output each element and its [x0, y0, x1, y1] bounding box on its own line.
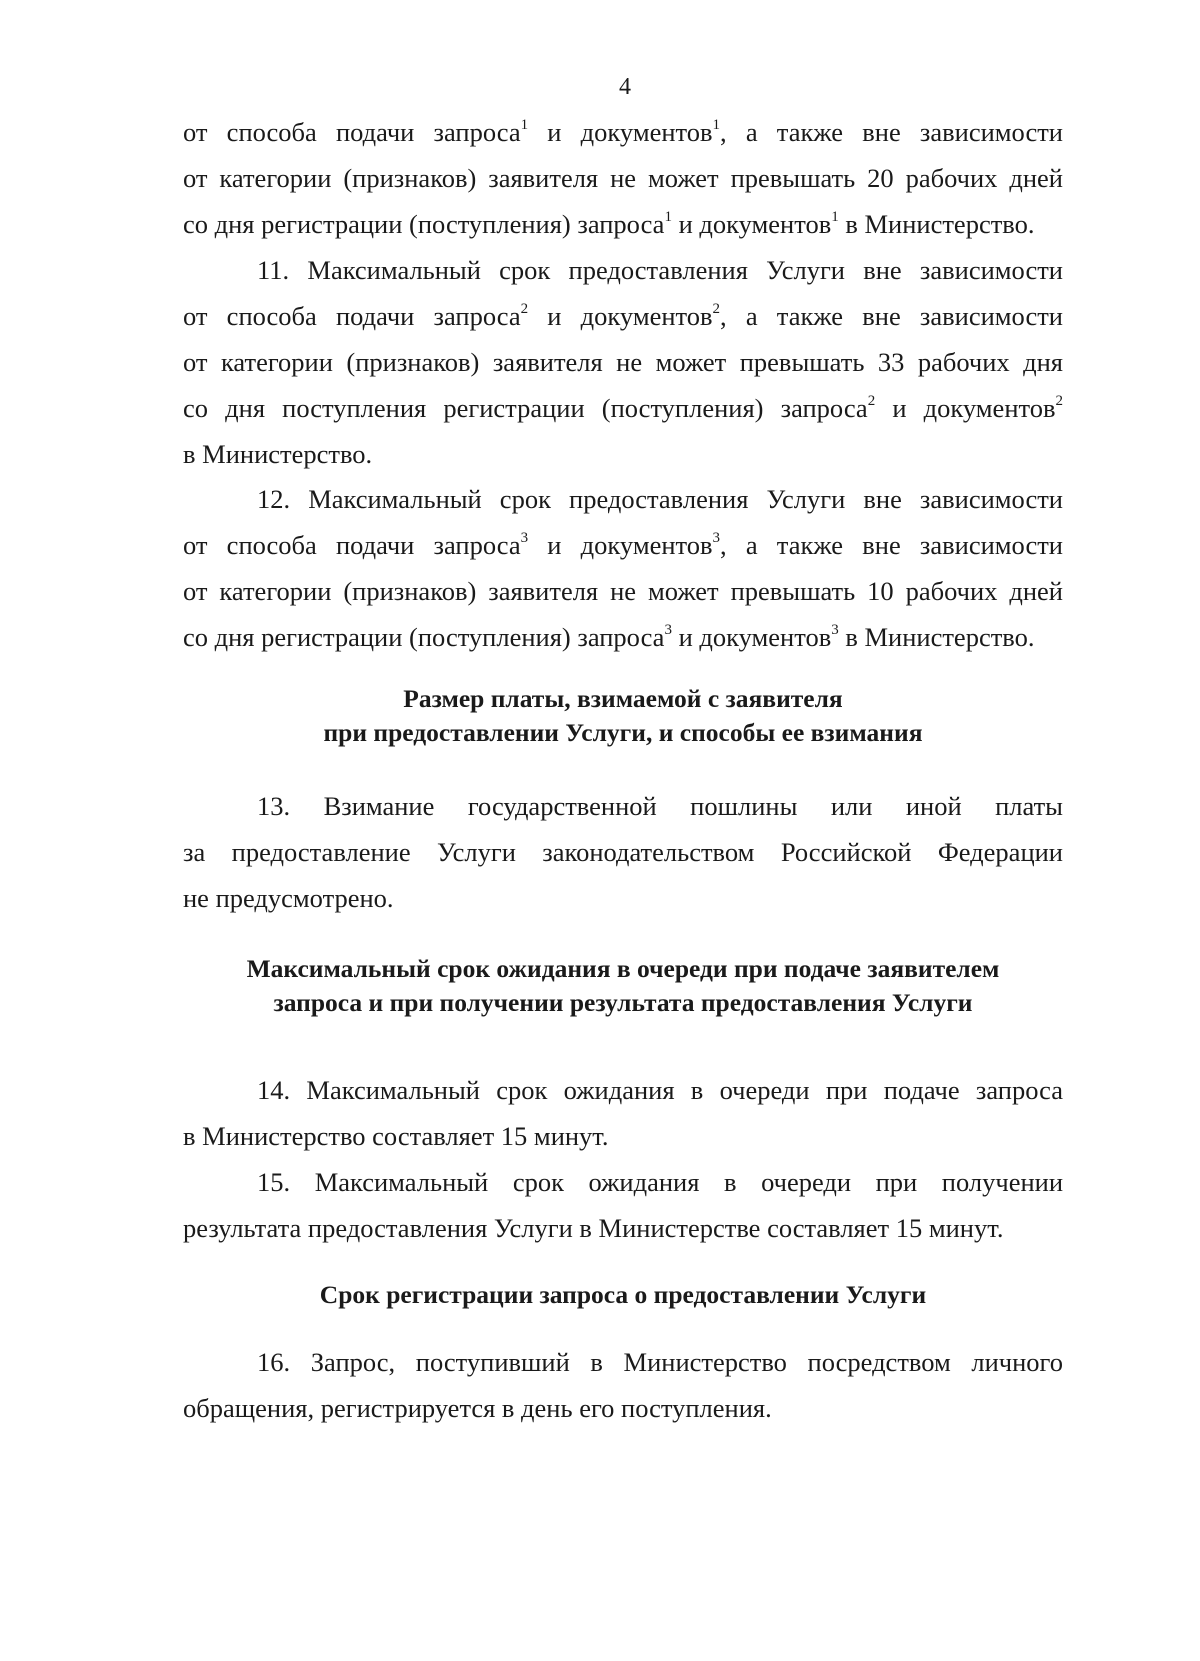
heading-line: при предоставлении Услуги, и способы ее взимания [323, 718, 923, 747]
text-line: со дня регистрации (поступления) запроса$^3$ и документов$^3$ в Министерство. [183, 622, 1035, 652]
text-line: 16. Запрос, поступивший в Министерство посредством личного [257, 1347, 1063, 1377]
text-line: в Министерство составляет 15 минут. [183, 1121, 609, 1151]
paragraph-16 [183, 1339, 1063, 1431]
text-line: от способа подачи запроса$^3$ и документов$^3$, а также вне зависимости [183, 530, 1063, 560]
section-heading-registration [183, 1278, 1063, 1312]
heading-line: Размер платы, взимаемой с заявителя [403, 684, 843, 713]
text-line: обращения, регистрируется в день его поступления. [183, 1393, 772, 1423]
text-line: от способа подачи запроса$^1$ и документов$^1$, а также вне зависимости [183, 117, 1063, 147]
section-heading-fee [183, 682, 1063, 750]
page-number: 4 [619, 74, 631, 100]
paragraph-11 [183, 247, 1063, 477]
heading-line: запроса и при получении результата предоставления Услуги [273, 988, 973, 1017]
text-line: со дня регистрации (поступления) запроса$^1$ и документов$^1$ в Министерство. [183, 209, 1035, 239]
text-line: 11. Максимальный срок предоставления Услуги вне зависимости [257, 255, 1063, 285]
text-line: от способа подачи запроса$^2$ и документов$^2$, а также вне зависимости [183, 301, 1063, 331]
heading-line: Срок регистрации запроса о предоставлении Услуги [319, 1280, 927, 1309]
text-line: от категории (признаков) заявителя не может превышать 10 рабочих дней [183, 576, 1063, 606]
text-line: 15. Максимальный срок ожидания в очереди при получении [257, 1167, 1063, 1197]
text-line: 12. Максимальный срок предоставления Услуги вне зависимости [257, 484, 1063, 514]
text-line: от категории (признаков) заявителя не может превышать 20 рабочих дней [183, 163, 1063, 193]
text-line: 13. Взимание государственной пошлины или иной платы [257, 791, 1063, 821]
heading-line: Максимальный срок ожидания в очереди при подаче заявителем [246, 954, 1000, 983]
section-heading-queue [183, 952, 1063, 1020]
text-line: в Министерство. [183, 439, 373, 469]
paragraph-13 [183, 783, 1063, 921]
paragraph-15 [183, 1159, 1063, 1251]
paragraph-14 [183, 1067, 1063, 1159]
paragraph-10-continuation [183, 109, 1063, 247]
text-line: не предусмотрено. [183, 883, 394, 913]
text-line: за предоставление Услуги законодательством Российской Федерации [183, 837, 1063, 867]
text-line: со дня поступления регистрации (поступления) запроса$^2$ и документов$^2$ [183, 393, 1063, 423]
text-line: результата предоставления Услуги в Министерстве составляет 15 минут. [183, 1213, 1004, 1243]
text-line: 14. Максимальный срок ожидания в очереди при подаче запроса [257, 1075, 1063, 1105]
text-line: от категории (признаков) заявителя не может превышать 33 рабочих дня [183, 347, 1063, 377]
paragraph-12 [183, 476, 1063, 660]
